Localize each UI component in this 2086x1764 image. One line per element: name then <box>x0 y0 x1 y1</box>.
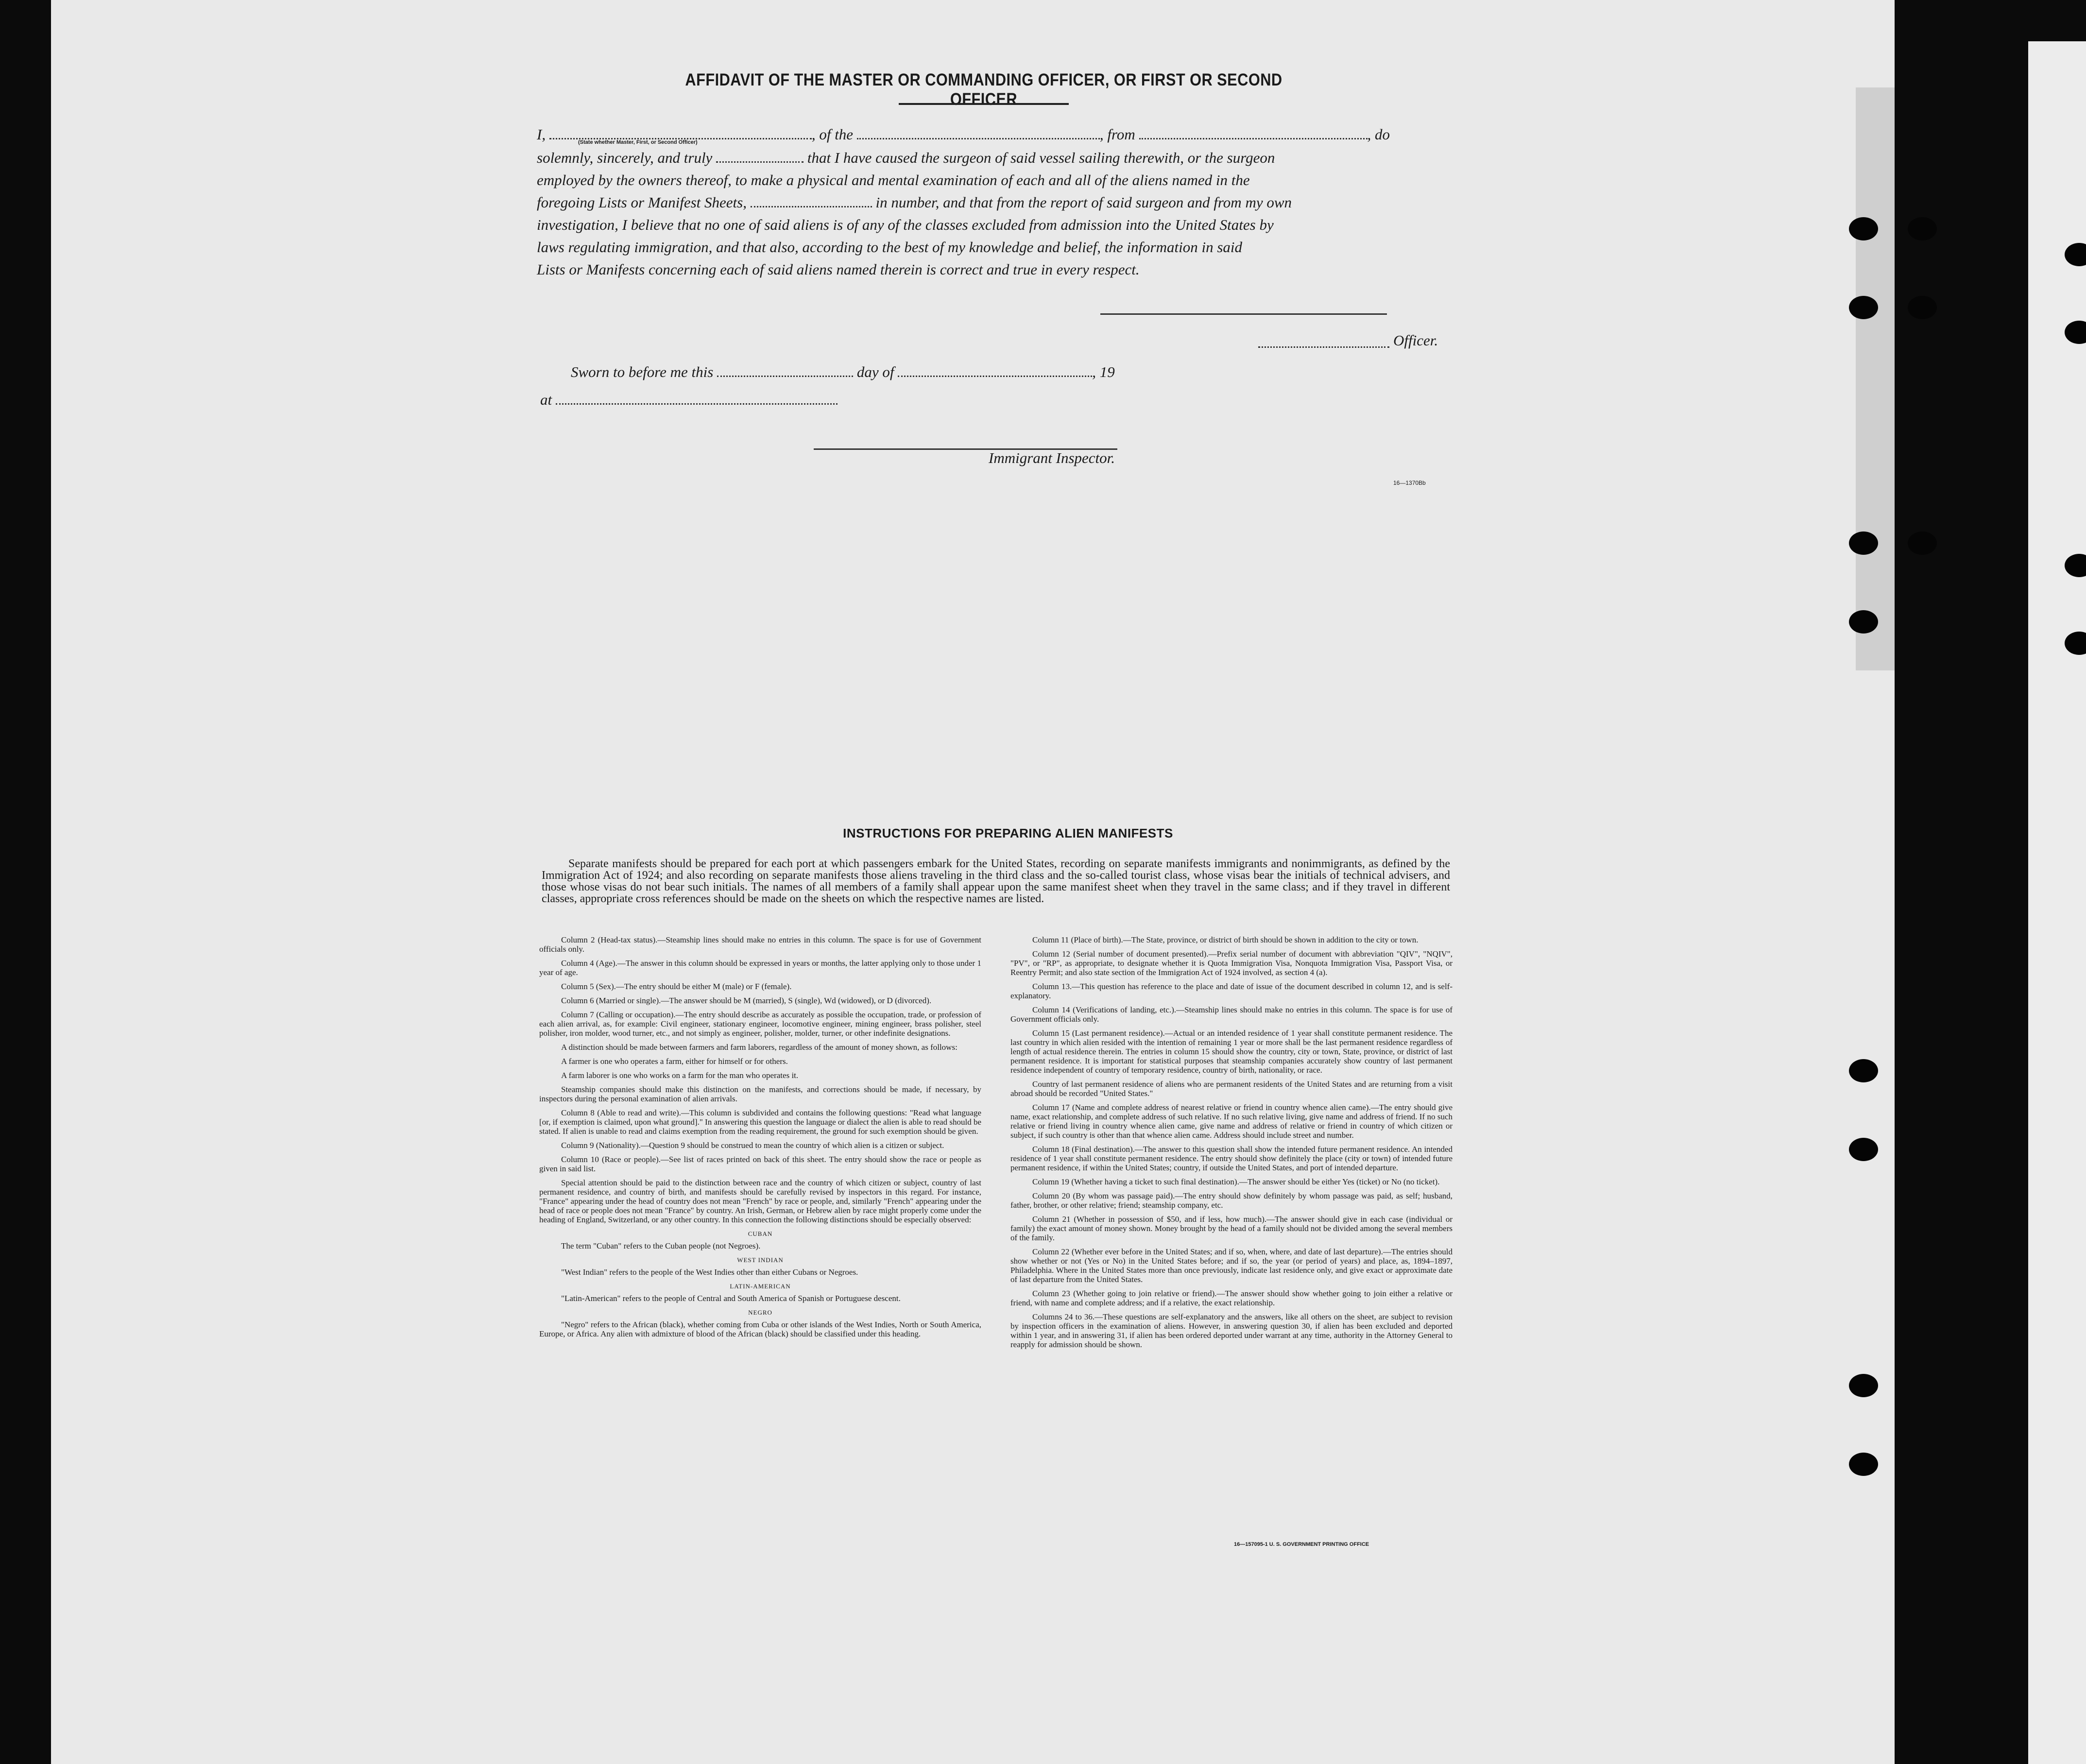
heading-negro: NEGRO <box>748 1309 772 1316</box>
instr-farm-distinction: A distinction should be made between farmers and farm laborers, regardless of the amount of money shown, as follows: <box>561 1043 958 1052</box>
instr-col20: Column 20 (By whom was passage paid).—The entry should show definitely by whom passage was paid, as self; husband, father, brother, or other relative; friend; steamship company, etc. <box>1010 1191 1453 1210</box>
instructions-right-column <box>1010 935 1453 1354</box>
punch-hole <box>1849 610 1878 634</box>
text-from: , from <box>1099 126 1135 143</box>
place-field[interactable] <box>556 403 838 405</box>
instr-col8: Column 8 (Able to read and write).—This column is subdivided and contains the following questions: "Read what language [or, if exemption is claimed, upon what ground]." In answering this question the language or dialect the alien is able to read should be stated. If alien is unable to read and claims exemption from the reading requirement, the ground for such exemption should be given. <box>539 1108 981 1136</box>
affidavit-title: AFFIDAVIT OF THE MASTER OR COMMANDING OFFICER, OR FIRST OR SECOND OFFICER <box>685 70 1282 109</box>
torn-edge <box>1856 87 1895 670</box>
text-at: at <box>540 391 552 408</box>
punch-hole <box>1849 217 1878 240</box>
instr-col18: Column 18 (Final destination).—The answer to this question shall show the intended future permanent residence. An intended residence of 1 year shall constitute permanent residence. The entry should show definitely the place (city or town) of intended future permanent residence, if within the United States; country, if outside the United States, and port of intended departure. <box>1010 1145 1453 1172</box>
sworn-day-field[interactable] <box>717 376 853 377</box>
instr-col6: Column 6 (Married or single).—The answer should be M (married), S (single), Wd (widowed), or D (divorced). <box>561 996 932 1005</box>
instr-col7: Column 7 (Calling or occupation).—The entry should describe as accurately as possible the occupation, trade, or profession of each alien arrival, as, for example: Civil engineer, stationary engineer, locomotive engineer, mining engineer, brass polisher, steel polisher, iron molder, wood turner, etc., and not simply as engineer, polisher, molder, turner, or other indefinite designations. <box>539 1010 981 1038</box>
sheet-count-field[interactable] <box>751 206 872 207</box>
punch-hole <box>1849 296 1878 319</box>
text-year: , 19 <box>1092 363 1115 380</box>
affidavit-line-6: laws regulating immigration, and that also, according to the best of my knowledge and belief, the information in said <box>537 239 1243 256</box>
inspector-label: Immigrant Inspector. <box>989 449 1115 466</box>
heading-west-indian: WEST INDIAN <box>737 1256 784 1264</box>
title-rule <box>899 103 1069 105</box>
instr-west-indian: "West Indian" refers to the people of the West Indies other than either Cubans or Negroes. <box>561 1267 858 1277</box>
punch-hole <box>1908 296 1937 319</box>
instr-corrections: Steamship companies should make this distinction on the manifests, and corrections should be made, if necessary, by inspectors during the personal examination of alien arrivals. <box>539 1085 981 1103</box>
instr-col14: Column 14 (Verifications of landing, etc.).—Steamship lines should make no entries in this column. The space is for use of Government officials only. <box>1010 1005 1453 1024</box>
at-line <box>540 389 880 411</box>
instr-farmer: A farmer is one who operates a farm, either for himself or for others. <box>561 1057 788 1066</box>
instr-col11: Column 11 (Place of birth).—The State, province, or district of birth should be shown in addition to the city or town. <box>1032 935 1419 944</box>
printing-office-code: 16—157095-1 U. S. GOVERNMENT PRINTING OFFICE <box>1234 1541 1369 1547</box>
text-do: , do <box>1367 126 1390 143</box>
officer-title-field[interactable] <box>1258 346 1389 348</box>
instr-col24-36: Columns 24 to 36.—These questions are self-explanatory and the answers, like all others on the sheet, are subject to revision by inspection officers in the examination of aliens. However, in answering question 30, if alien has been excluded and deported within 1 year, and in answering 31, if alien has been ordered deported under warrant at any time, authority in the Attorney General to reapply for admission should be shown. <box>1010 1312 1453 1349</box>
instr-farm-laborer: A farm laborer is one who works on a farm for the man who operates it. <box>561 1071 799 1080</box>
instr-race-distinction: Special attention should be paid to the distinction between race and the country of which citizen or subject, country of last permanent residence, and country of birth, and manifests should be carefully revised by inspectors in this regard. For instance, "France" appearing under the head of country does not mean "French" by race or people, and, similarly "French" appearing under the head of race or people does not mean "France" by country. An Irish, German, or Hebrew alien by race might properly come under the heading of England, Switzerland, or any other country. In this connection the following distinctions should be especially observed: <box>539 1178 981 1224</box>
instr-cuban: The term "Cuban" refers to the Cuban people (not Negroes). <box>561 1241 761 1250</box>
affidavit-line-4 <box>537 191 1448 214</box>
instr-us-residents: Country of last permanent residence of aliens who are permanent residents of the United States and are returning from a visit abroad should be recorded "United States." <box>1010 1079 1453 1098</box>
form-number: 16—1370Bb <box>1393 480 1426 486</box>
text-day-of: day of <box>856 363 894 380</box>
affidavit-line-2 <box>537 147 1448 169</box>
instr-col12: Column 12 (Serial number of document presented).—Prefix serial number of document with abbreviation "QIV", "NQIV", "PV", or "RP", as appropriate, to designate whether it is Quota Immigration Visa, Nonquota Immigration Visa, Passport Visa, or Reentry Permit; and also state section of the Immigration Act of 1924 involved, as section 4 (a). <box>1010 949 1453 977</box>
instr-col22: Column 22 (Whether ever before in the United States; and if so, when, where, and date of last departure).—The entries should show whether or not (Yes or No) in the United States before; and if so, the year (or period of years) and place, as, 1894–1897, Philadelphia. Where in the United States more than once previously, indicate last residence only, and give exact or approximate date of last departure from the United States. <box>1010 1247 1453 1284</box>
heading-latin-american: LATIN-AMERICAN <box>730 1283 791 1290</box>
sworn-month-field[interactable] <box>898 376 1092 377</box>
text-in-number: in number, and that from the report of said surgeon and from my own <box>875 194 1292 211</box>
port-field[interactable] <box>1139 138 1368 139</box>
instr-col4: Column 4 (Age).—The answer in this column should be expressed in years or months, the latter applying only to those under 1 year of age. <box>539 959 981 977</box>
instructions-left-column <box>539 935 981 1338</box>
instructions-title: INSTRUCTIONS FOR PREPARING ALIEN MANIFESTS <box>843 826 1173 840</box>
instr-col5: Column 5 (Sex).—The entry should be either M (male) or F (female). <box>561 982 792 991</box>
text-of-the: , of the <box>811 126 854 143</box>
instr-col21: Column 21 (Whether in possession of $50, and if less, how much).—The answer should give in each case (individual or family) the exact amount of money shown. Money brought by the head of a family should not be divided among the several members of the family. <box>1010 1215 1453 1242</box>
sworn-line <box>571 361 1202 383</box>
punch-hole <box>1849 1453 1878 1476</box>
instr-negro: "Negro" refers to the African (black), whether coming from Cuba or other islands of the West Indies, North or South America, Europe, or Africa. Any alien with admixture of blood of the African (black) should be classified under this heading. <box>539 1320 981 1338</box>
text-sworn: Sworn to before me this <box>571 363 714 380</box>
adjacent-page-strip <box>2028 41 2086 1764</box>
instr-col15: Column 15 (Last permanent residence).—Actual or an intended residence of 1 year shall constitute permanent residence. The last country in which alien resided with the intention of remaining 1 year or more shall be the last permanent residence regardless of length of actual residence therein. The entries in column 15 should show the country, city or town, State, province, or district of last permanent residence. It is important for statistical purposes that steamship companies accurately show country of last permanent residence independent of country of temporary residence, country of birth, nationality, or race. <box>1010 1028 1453 1075</box>
punch-hole <box>1849 1374 1878 1397</box>
instr-col23: Column 23 (Whether going to join relative or friend).—The answer should show whether going to join either a relative or friend, with name and complete address; and if a relative, the exact relationship. <box>1010 1289 1453 1307</box>
punch-hole <box>1849 531 1878 555</box>
officer-type-note: (State whether Master, First, or Second Officer) <box>578 139 698 145</box>
instr-col13: Column 13.—This question has reference to the place and date of issue of the document described in column 12, and is self-explanatory. <box>1010 982 1453 1000</box>
punch-hole <box>1908 531 1937 555</box>
text-i: I, <box>537 126 546 143</box>
instr-col19: Column 19 (Whether having a ticket to such final destination).—The answer should be either Yes (ticket) or No (no ticket). <box>1032 1177 1440 1186</box>
punch-hole <box>1849 1059 1878 1082</box>
instructions-intro: Separate manifests should be prepared for each port at which passengers embark for the United States, recording on separate manifests immigrants and nonimmigrants, as defined by the Immigration Act of 1924; and also recording on separate manifests those aliens traveling in the third class and the so-called tourist class, whose visas bear the initials of technical advisers, and those whose visas do not bear such initials. The names of all members of a family shall appear upon the same manifest sheet when they travel in the same class; and if they travel in different classes, appropriate cross references should be made on the sheets on which the respective names are listed. <box>542 857 1450 905</box>
instr-col17: Column 17 (Name and complete address of nearest relative or friend in country whence alien came).—The entry should give name, exact relationship, and complete address of such relative. If no such relative living, give name and address of friend. If no such relative or friend living in country whence alien came, give name and address of relative or friend in country of which citizen or subject, if such country is other than that whence alien came. Address should include street and number. <box>1010 1103 1453 1140</box>
instr-col10: Column 10 (Race or people).—See list of races printed on back of this sheet. The entry should show the race or people as given in said list. <box>539 1155 981 1173</box>
affidavit-line-7: Lists or Manifests concerning each of said aliens named therein is correct and true in every respect. <box>537 261 1140 278</box>
affirm-field[interactable] <box>716 161 804 163</box>
instr-col9: Column 9 (Nationality).—Question 9 should be construed to mean the country of which alien is a citizen or subject. <box>561 1141 944 1150</box>
officer-signature-line[interactable] <box>1100 313 1387 315</box>
punch-hole <box>1849 1138 1878 1161</box>
affidavit-line-3: employed by the owners thereof, to make a physical and mental examination of each and all of the aliens named in the <box>537 171 1250 188</box>
text-surgeon: that I have caused the surgeon of said vessel sailing therewith, or the surgeon <box>807 149 1275 166</box>
affidavit-line-5: investigation, I believe that no one of said aliens is of any of the classes excluded from admission into the United States by <box>537 216 1274 233</box>
punch-hole <box>1908 217 1937 240</box>
instr-col2: Column 2 (Head-tax status).—Steamship lines should make no entries in this column. The space is for use of Government officials only. <box>539 935 981 954</box>
instr-latin-american: "Latin-American" refers to the people of Central and South America of Spanish or Portuguese descent. <box>561 1294 901 1303</box>
heading-cuban: CUBAN <box>748 1230 773 1237</box>
text-solemnly: solemnly, sincerely, and truly <box>537 149 713 166</box>
vessel-name-field[interactable] <box>857 138 1100 139</box>
officer-label: Officer. <box>1393 332 1438 349</box>
text-foregoing: foregoing Lists or Manifest Sheets, <box>537 194 747 211</box>
